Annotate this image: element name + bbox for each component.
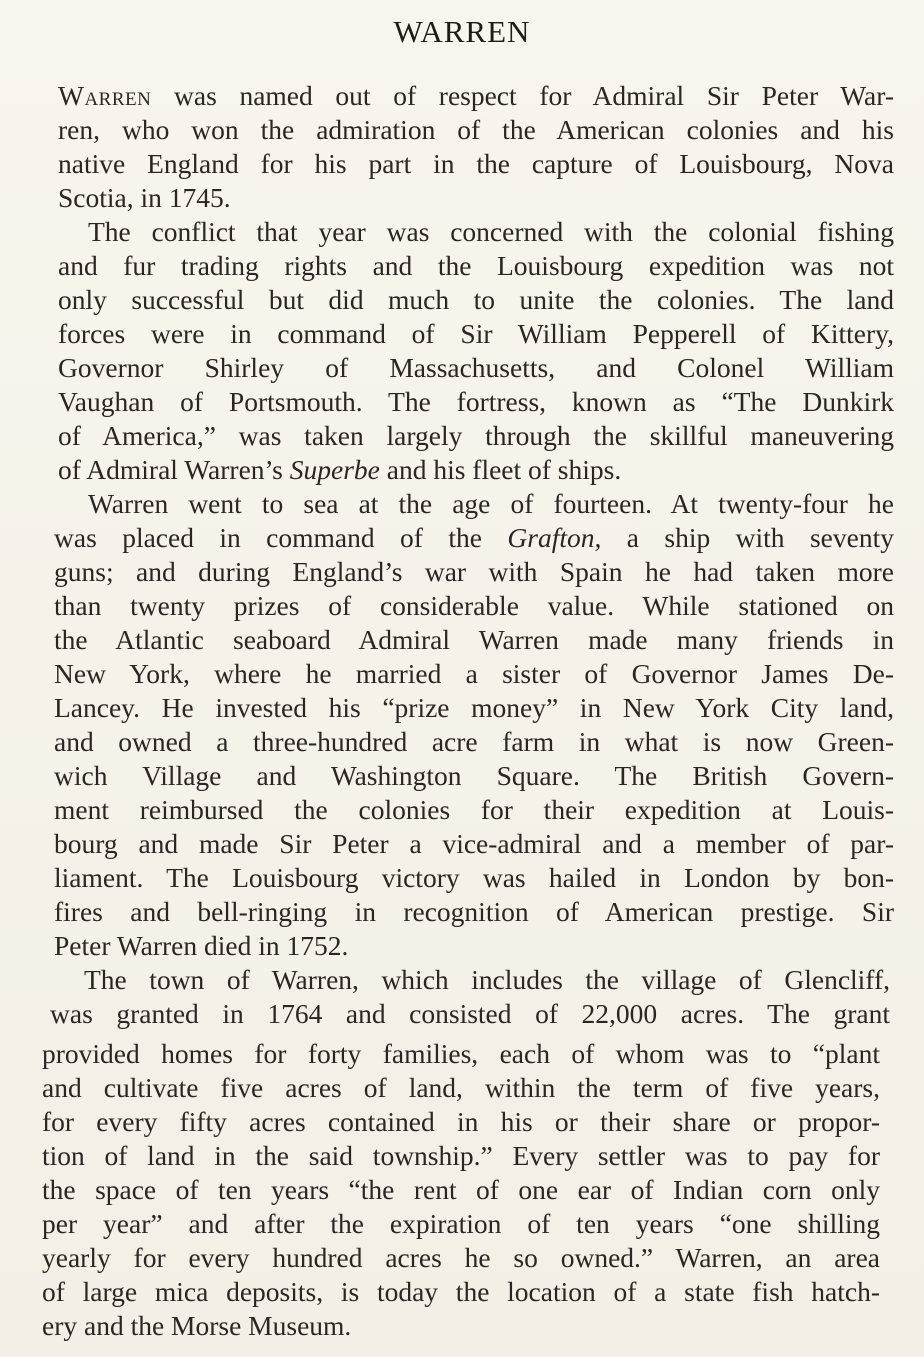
ship-name: Superbe	[289, 454, 380, 485]
text-line	[54, 524, 894, 552]
text-line: The town of Warren, which includes the village of Glencliff,	[84, 964, 890, 995]
text-line: tion of land in the said township.” Every settler was to pay for	[42, 1140, 880, 1171]
text-line: only successful but did much to unite the colonies. The land	[58, 284, 894, 315]
text-line: the space of ten years “the rent of one ear of Indian corn only	[42, 1174, 880, 1205]
text-line: New York, where he married a sister of Governor James De-	[54, 658, 894, 689]
line-text: and his fleet of ships.	[379, 454, 622, 485]
text-line: the Atlantic seaboard Admiral Warren made many friends in	[54, 624, 894, 655]
text-line: guns; and during England’s war with Spain he had taken more	[54, 556, 894, 587]
line-text: of Admiral Warren’s	[58, 454, 290, 485]
text-line: provided homes for forty families, each of whom was to “plant	[42, 1038, 880, 1069]
text-line: Peter Warren died in 1752.	[54, 930, 349, 961]
text-line: The conflict that year was concerned with the colonial fishing	[88, 216, 894, 247]
text-line	[58, 456, 621, 484]
text-line	[58, 82, 894, 110]
line-text: a ship with seventy	[601, 522, 894, 553]
text-line: and fur trading rights and the Louisbourg expedition was not	[58, 250, 894, 281]
text-line: Warren went to sea at the age of fourteen. At twenty-four he	[88, 488, 894, 519]
text-line: yearly for every hundred acres he so owned.” Warren, an area	[42, 1242, 880, 1273]
text-line: wich Village and Washington Square. The British Govern-	[54, 760, 894, 791]
text-line: of America,” was taken largely through the skillful maneuvering	[58, 420, 894, 451]
line-text: was named out of respect for Admiral Sir Peter War-	[151, 80, 894, 111]
text-line: than twenty prizes of considerable value. While stationed on	[54, 590, 894, 621]
text-line: for every fifty acres contained in his or their share or propor-	[42, 1106, 880, 1137]
page-title: WARREN	[393, 14, 531, 49]
text-line: and owned a three-hundred acre farm in what is now Green-	[54, 726, 894, 757]
text-line: and cultivate five acres of land, within the term of five years,	[42, 1072, 880, 1103]
text-line: ren, who won the admiration of the American colonies and his	[58, 114, 894, 145]
text-line: Governor Shirley of Massachusetts, and Colonel William	[58, 352, 894, 383]
line-text: was placed in command of the	[54, 522, 508, 553]
text-line: Vaughan of Portsmouth. The fortress, known as “The Dunkirk	[58, 386, 894, 417]
text-line: native England for his part in the capture of Louisbourg, Nova	[58, 148, 894, 179]
text-line: ment reimbursed the colonies for their expedition at Louis-	[54, 794, 894, 825]
lead-word: Warren	[58, 80, 152, 111]
text-line: fires and bell-ringing in recognition of American prestige. Sir	[54, 896, 894, 927]
text-line: forces were in command of Sir William Pepperell of Kittery,	[58, 318, 894, 349]
text-line: ery and the Morse Museum.	[42, 1310, 352, 1341]
text-line: bourg and made Sir Peter a vice-admiral and a member of par-	[54, 828, 894, 859]
ship-name: Grafton,	[507, 522, 602, 553]
text-line: liament. The Louisbourg victory was hailed in London by bon-	[54, 862, 894, 893]
text-line: of large mica deposits, is today the location of a state fish hatch-	[42, 1276, 880, 1307]
text-line: per year” and after the expiration of ten years “one shilling	[42, 1208, 880, 1239]
text-line: was granted in 1764 and consisted of 22,000 acres. The grant	[50, 998, 890, 1029]
text-line: Scotia, in 1745.	[58, 182, 231, 213]
text-line: Lancey. He invested his “prize money” in New York City land,	[54, 692, 894, 723]
